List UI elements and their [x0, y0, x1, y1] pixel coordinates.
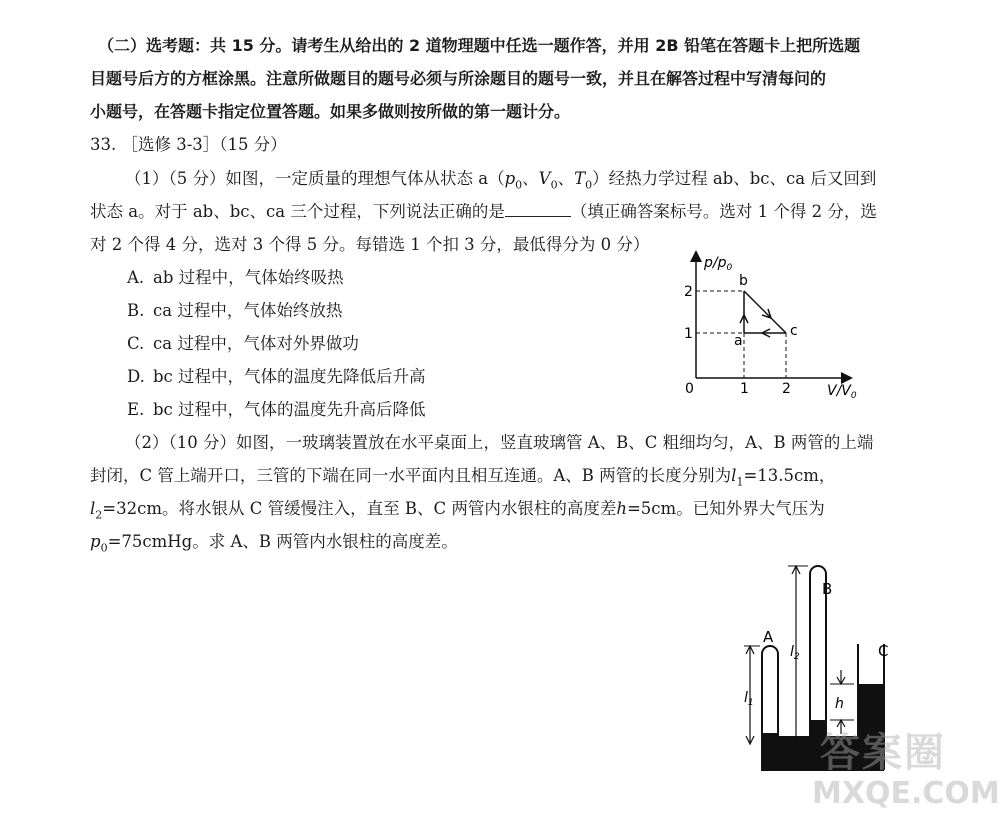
- l2-label: $l_2$: [790, 644, 800, 662]
- tube-a: [762, 646, 778, 736]
- option-d: [127, 366, 426, 388]
- option-text: ca 过程中，气体对外界做功: [153, 334, 359, 353]
- part2-line-4: [90, 531, 458, 559]
- y-tick-1: 1: [684, 326, 693, 342]
- option-text: ab 过程中，气体始终吸热: [153, 268, 344, 287]
- option-e: [127, 399, 426, 421]
- section-intro-line-3: 小题号，在答题卡指定位置答题。如果多做则按所做的第一题计分。: [90, 102, 571, 121]
- option-c: [127, 333, 359, 355]
- part1-line-3: 对 2 个得 4 分，选对 3 个得 5 分。每错选 1 个扣 3 分，最低得分为 0 分）: [90, 235, 650, 254]
- section-intro-line-1: （二）选考题：共 15 分。请考生从给出的 2 道物理题中任选一题作答，并用 2B 铅笔在答题卡上把所选题: [98, 36, 861, 55]
- option-text: ca 过程中，气体始终放热: [153, 301, 343, 320]
- part2-text: =75cmHg。求 A、B 两管内水银柱的高度差。: [107, 532, 458, 551]
- x-tick-2: 2: [782, 381, 791, 397]
- subscript: 1: [736, 475, 744, 489]
- part2-line-3: [90, 498, 825, 526]
- part1-text: 状态 a。对于 ab、bc、ca 三个过程，下列说法正确的是: [90, 202, 505, 221]
- watermark-bottom-text: MXQE.COM: [812, 776, 1000, 811]
- option-letter: C.: [127, 334, 145, 353]
- symbol-v: V: [538, 169, 551, 188]
- l1-label: $l_1$: [744, 690, 754, 708]
- subscript: 0: [550, 178, 558, 192]
- symbol-h: h: [616, 499, 627, 518]
- part2-text: =32cm。将水银从 C 管缓慢注入，直至 B、C 两管内水银柱的高度差: [102, 499, 617, 518]
- tube-a-label: A: [763, 628, 774, 646]
- option-letter: B.: [127, 301, 145, 320]
- symbol-l: l: [90, 499, 96, 518]
- x-axis-label: $V/V_0$: [827, 383, 857, 401]
- process-bc: [744, 291, 786, 333]
- part2-line-2: [90, 465, 835, 493]
- symbol-t: T: [574, 169, 586, 188]
- option-letter: A.: [127, 268, 145, 287]
- part1-text: （填正确答案标号。选对 1 个得 2 分，选: [570, 202, 877, 221]
- part1-text: （1）（5 分）如图，一定质量的理想气体从状态 a（: [125, 169, 505, 188]
- mercury-tube-a: [762, 733, 778, 741]
- section-intro-line-2: 目题号后方的方框涂黑。注意所做题目的题号必须与所涂题目的题号一致，并且在解答过程中写清每问的: [90, 69, 827, 88]
- symbol-l: l: [731, 466, 737, 485]
- symbol-p: p: [90, 532, 101, 551]
- option-letter: E.: [127, 400, 145, 419]
- subscript: 0: [585, 178, 593, 192]
- pv-graph: [670, 245, 870, 415]
- watermark-top-text: 答案圈: [820, 730, 946, 776]
- symbol-p: p: [504, 169, 516, 188]
- watermark-logo: [812, 730, 1000, 825]
- x-tick-1: 1: [740, 381, 749, 397]
- tube-c-label: C: [878, 642, 889, 660]
- option-text: bc 过程中，气体的温度先升高后降低: [153, 400, 426, 419]
- origin-label: 0: [685, 381, 694, 397]
- option-b: [127, 300, 342, 322]
- option-text: bc 过程中，气体的温度先降低后升高: [153, 367, 426, 386]
- part1-line-1: [125, 168, 876, 196]
- y-axis-label: $p/p_0$: [704, 255, 733, 273]
- point-b-label: b: [739, 273, 748, 289]
- tube-b-label: B: [822, 580, 833, 598]
- option-letter: D.: [127, 367, 145, 386]
- part2-text: =5cm。已知外界大气压为: [626, 499, 825, 518]
- subscript: 0: [100, 541, 108, 555]
- separator: 、: [522, 169, 539, 188]
- answer-blank[interactable]: [505, 202, 571, 217]
- question-33-header: 33. ［选修 3-3］（15 分）: [90, 135, 287, 154]
- option-a: [127, 267, 344, 289]
- subscript: 0: [515, 178, 523, 192]
- point-c-label: c: [790, 323, 798, 339]
- part2-text: =13.5cm，: [743, 466, 836, 485]
- subscript: 2: [95, 508, 103, 522]
- point-a-label: a: [734, 333, 743, 349]
- separator: 、: [557, 169, 575, 188]
- part2-line-1: （2）（10 分）如图，一玻璃装置放在水平桌面上，竖直玻璃管 A、B、C 粗细均匀，A、B 两管的上端: [125, 433, 874, 452]
- part1-line-2: [90, 201, 877, 223]
- y-tick-2: 2: [684, 284, 693, 300]
- h-label: h: [835, 696, 844, 712]
- part2-text: 封闭，C 管上端开口，三管的下端在同一水平面内且相互连通。A、B 两管的长度分别为: [90, 466, 732, 485]
- part1-text: ）经热力学过程 ab、bc、ca 后又回到: [592, 169, 877, 188]
